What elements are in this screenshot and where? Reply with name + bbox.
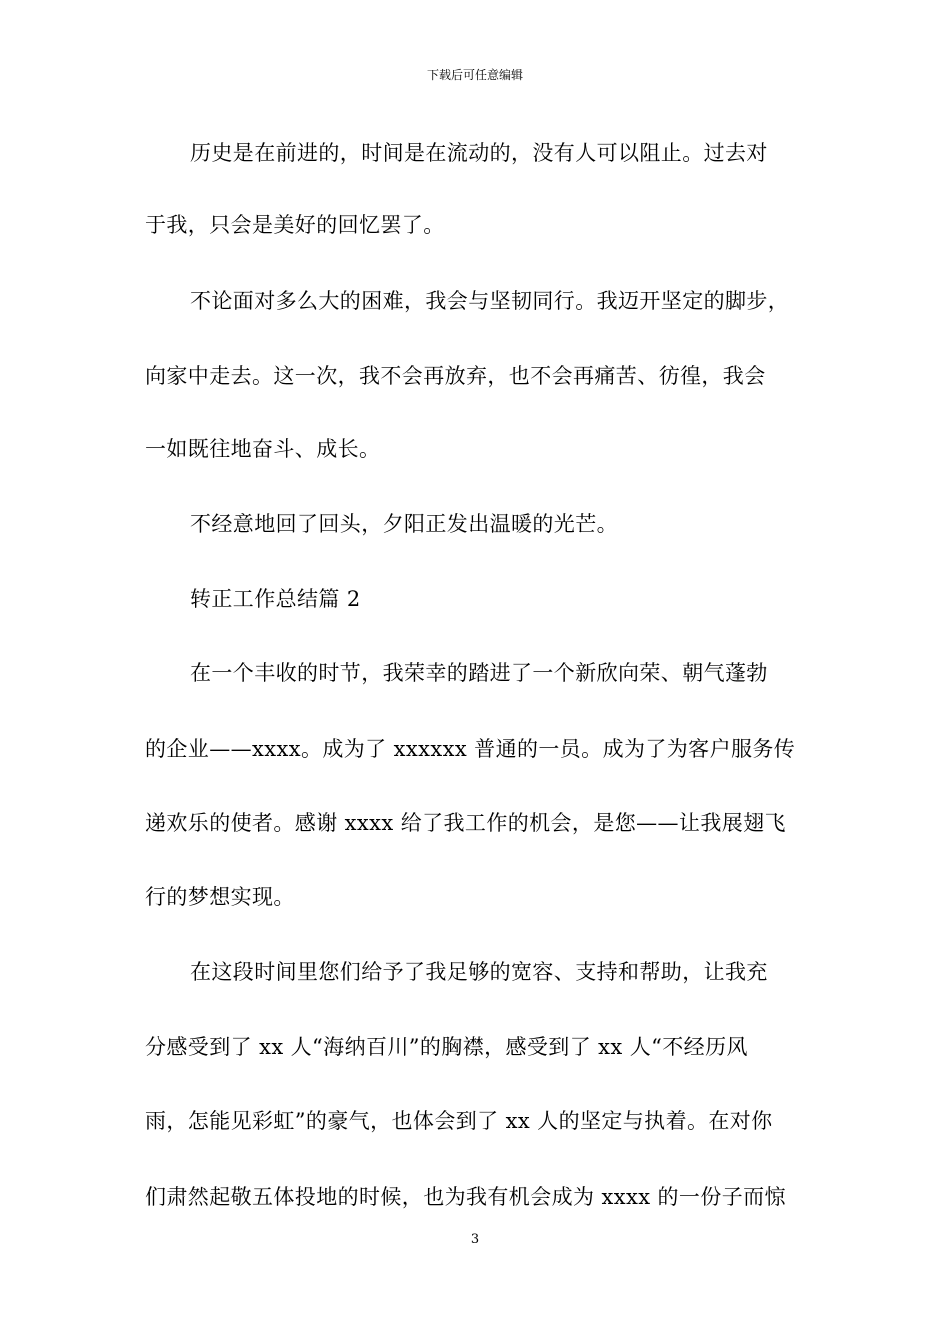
body-line: 在一个丰收的时节，我荣幸的踏进了一个新欣向荣、朝气蓬勃 bbox=[190, 661, 768, 685]
body-line: 雨，怎能见彩虹”的豪气，也体会到了 xx 人的坚定与执着。在对你 bbox=[145, 1109, 773, 1133]
section-heading: 转正工作总结篇 2 bbox=[190, 587, 361, 611]
body-line: 于我，只会是美好的回忆罢了。 bbox=[145, 213, 445, 237]
body-line: 历史是在前进的，时间是在流动的，没有人可以阻止。过去对 bbox=[190, 141, 768, 165]
body-line: 们肃然起敬五体投地的时候，也为我有机会成为 xxxx 的一份子而惊 bbox=[145, 1185, 786, 1209]
body-line: 向家中走去。这一次，我不会再放弃，也不会再痛苦、彷徨，我会 bbox=[145, 364, 766, 388]
page-number: 3 bbox=[470, 1232, 480, 1247]
body-line: 一如既往地奋斗、成长。 bbox=[145, 437, 381, 461]
page-header: 下载后可任意编辑 bbox=[426, 68, 523, 82]
body-line: 递欢乐的使者。感谢 xxxx 给了我工作的机会，是您——让我展翅飞 bbox=[145, 811, 786, 835]
body-line: 在这段时间里您们给予了我足够的宽容、支持和帮助，让我充 bbox=[190, 960, 768, 984]
body-line: 不论面对多么大的困难，我会与坚韧同行。我迈开坚定的脚步， bbox=[190, 289, 790, 313]
body-line: 分感受到了 xx 人“海纳百川”的胸襟，感受到了 xx 人“不经历风 bbox=[145, 1035, 748, 1059]
body-line: 行的梦想实现。 bbox=[145, 885, 295, 909]
body-line: 的企业——xxxx。成为了 xxxxxx 普通的一员。成为了为客户服务传 bbox=[145, 737, 796, 761]
body-line: 不经意地回了回头，夕阳正发出温暖的光芒。 bbox=[190, 512, 618, 536]
